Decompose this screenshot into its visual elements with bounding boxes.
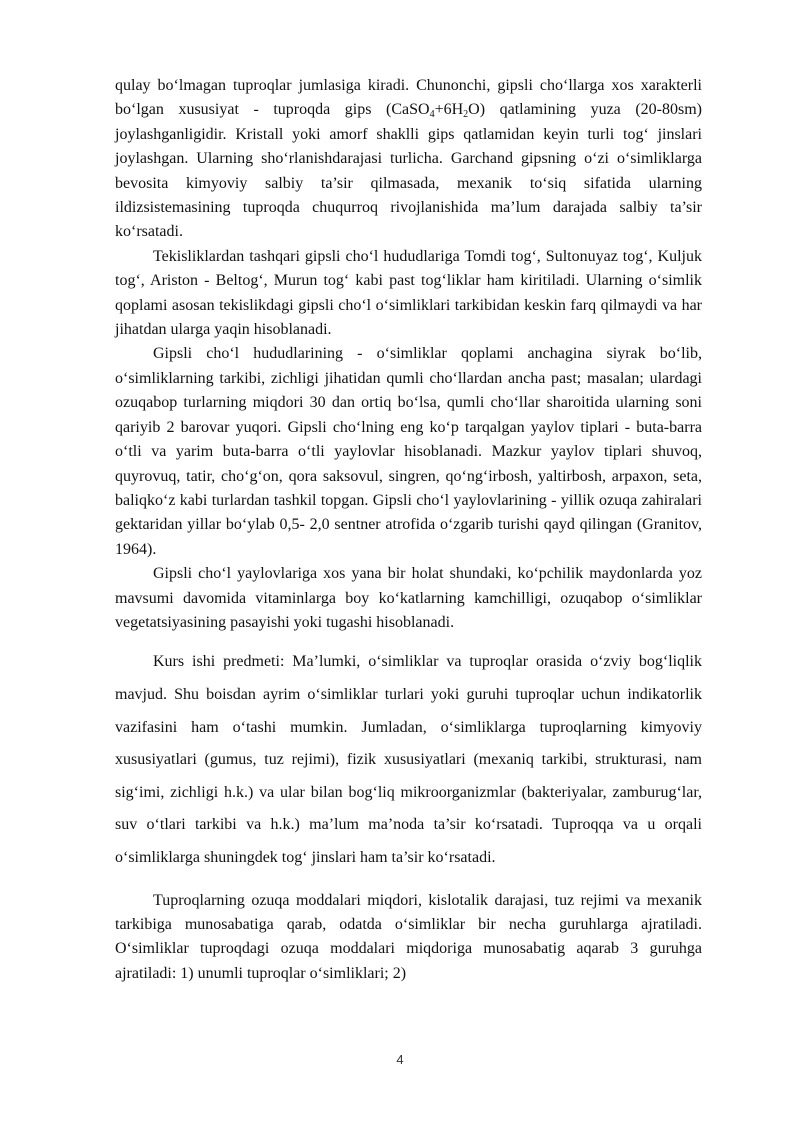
document-body	[115, 74, 702, 986]
paragraph-text: +6H	[434, 101, 464, 119]
paragraph-gypsum-soils	[115, 74, 702, 245]
paragraph-soil-groups: Tuproqlarning ozuqa moddalari miqdori, kislotalik darajasi, tuz rejimi va mexanik tarkibiga munosabatiga qarab, odatda o‘simliklar bir necha guruhlarga ajratiladi. O‘simliklar tuproqdagi ozuqa moddalari miqdoriga munosabatig aqarab 3 guruhga ajratiladi: 1) unumli tuproqlar o‘simliklari; 2)	[115, 891, 702, 982]
paragraph-course-subject: Kurs ishi predmeti: Ma’lumki, o‘simliklar va tuproqlar orasida o‘zviy bog‘liqlik mavjud. Shu boisdan ayrim o‘simliklar turlari yoki guruhi tuproqlar uchun indikatorlik vazifasini ham o‘tashi mumkin. Jumladan, o‘simliklarga tuproqlarning kimyoviy xususiyatlari (gumus, tuz rejimi), fizik xususiyatlari (mexaniq tarkibi, strukturasi, nam sig‘imi, zichligi h.k.) va ular bilan bog‘liq mikroorganizmlar (bakteriyalar, zamburug‘lar, suv o‘tlari tarkibi va h.k.) ma’lum ma’noda ta’sir ko‘rsatadi. Tuproqqa va u orqali o‘simliklarga shuningdek tog‘ jinslari ham ta’sir ko‘rsatadi.	[115, 653, 702, 866]
paragraph-low-mountains: Tekisliklardan tashqari gipsli cho‘l hududlariga Tomdi tog‘, Sultonuyaz tog‘, Kuljuk tog‘, Ariston - Beltog‘, Murun tog‘ kabi past tog‘liklar ham kiritiladi. Ularning o‘simlik qoplami asosan tekislikdagi gipsli cho‘l o‘simliklari tarkibidan keskin farq qilmaydi va har jihatdan ularga yaqin hisoblanadi.	[115, 247, 702, 339]
page-number: 4	[396, 1052, 404, 1067]
paragraph-vegetation-cover: Gipsli cho‘l hududlarining - o‘simliklar qoplami anchagina siyrak bo‘lib, o‘simliklarning tarkibi, zichligi jihatidan qumli cho‘llardan ancha past; masalan; ulardagi ozuqabop turlarning miqdori 30 dan ortiq bo‘lsa, qumli cho‘llar sharoitida ularning soni qariyib 2 barovar yuqori. Gipsli cho‘lning eng ko‘p tarqalgan yaylov tiplari - buta-barra o‘tli va yarim buta-barra o‘tli yaylovlar hisoblanadi. Mazkur yaylov tiplari shuvoq, quyrovuq, tatir, cho‘g‘on, qora saksovul, singren, qo‘ng‘irbosh, yaltirbosh, arpaxon, seta, baliqko‘z kabi turlardan tashkil topgan. Gipsli cho‘l yaylovlarining - yillik ozuqa zahiralari gektaridan yillar bo‘ylab 0,5- 2,0 sentner atrofida o‘zgarib turishi qayd qilingan (Granitov, 1964).	[115, 345, 702, 558]
subscript: 2	[463, 109, 469, 121]
paragraph-pasture-features: Gipsli cho‘l yaylovlariga xos yana bir holat shundaki, ko‘pchilik maydonlarda yoz mavsumi davomida vitaminlarga boy ko‘katlarning kamchilligi, ozuqabop o‘simliklar vegetatsiyasining pasayishi yoki tugashi hisoblanadi.	[115, 565, 702, 631]
subscript: 4	[429, 109, 435, 121]
paragraph-text: qulay bo‘lmagan tuproqlar jumlasiga kiradi. Chunonchi, gipsli cho‘llarga xos xarakterli bo‘lgan xususiyat - tuproqda gips (CaSO	[115, 77, 702, 119]
paragraph-text: O) qatlamining yuza (20-80sm) joylashganligidir. Kristall yoki amorf shaklli gips qatlamidan keyin turli tog‘ jinslari joylashgan. Ularning sho‘rlanishdarajasi turlicha. Garchand gipsning o‘zi o‘simliklarga bevosita kimyoviy salbiy ta’sir qilmasada, mexanik to‘siq sifatida ularning ildizsistemasining tuproqda chuqurroq rivojlanishida ma’lum darajada salbiy ta’sir ko‘rsatadi.	[115, 101, 702, 241]
